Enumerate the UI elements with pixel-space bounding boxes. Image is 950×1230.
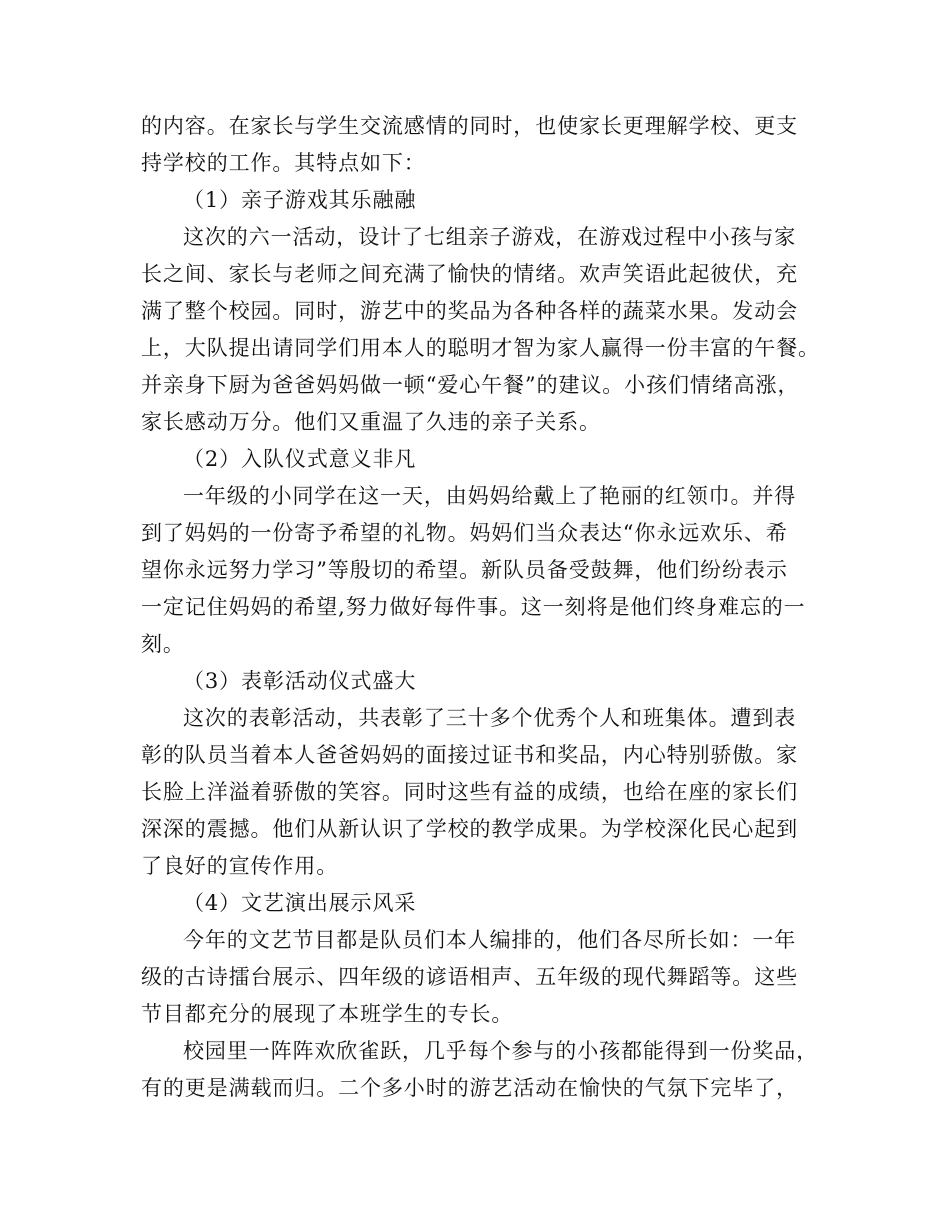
section-heading: （2）入队仪式意义非凡	[183, 447, 417, 471]
paragraph-line: 家长感动万分。他们又重温了久违的亲子关系。	[141, 410, 601, 434]
paragraph-line: 一年级的小同学在这一天，由妈妈给戴上了艳丽的红领巾。并得	[183, 484, 797, 508]
paragraph-line: 有的更是满载而归。二个多小时的游艺活动在愉快的气氛下完毕了，	[141, 1076, 798, 1100]
paragraph-line: 一定记住妈妈的希望,努力做好每件事。这一刻将是他们终身难忘的一	[141, 595, 806, 619]
paragraph-line: 的内容。在家长与学生交流感情的同时，也使家长更理解学校、更支	[141, 114, 798, 138]
paragraph-line: 这次的表彰活动，共表彰了三十多个优秀个人和班集体。遭到表	[183, 706, 797, 730]
paragraph-line: 并亲身下厨为爸爸妈妈做一顿“爱心午餐”的建议。小孩们情绪高涨，	[141, 373, 800, 397]
paragraph-line: 级的古诗擂台展示、四年级的谚语相声、五年级的现代舞蹈等。这些	[141, 965, 798, 989]
paragraph-line: 长之间、家长与老师之间充满了愉快的情绪。欢声笑语此起彼伏，充	[141, 262, 798, 286]
paragraph-line: 深深的震撼。他们从新认识了学校的教学成果。为学校深化民心起到	[141, 817, 798, 841]
paragraph-line: 到了妈妈的一份寄予希望的礼物。妈妈们当众表达“你永远欢乐、希	[141, 521, 788, 545]
paragraph-line: 校园里一阵阵欢欣雀跃，几乎每个参与的小孩都能得到一份奖品，	[183, 1039, 819, 1063]
paragraph-line: 刻。	[141, 632, 185, 656]
paragraph-line: 长脸上洋溢着骄傲的笑容。同时这些有益的成绩，也给在座的家长们	[141, 780, 798, 804]
section-heading: （3）表彰活动仪式盛大	[183, 669, 417, 693]
paragraph-line: 彰的队员当着本人爸爸妈妈的面接过证书和奖品，内心特别骄傲。家	[141, 743, 798, 767]
paragraph-line: 今年的文艺节目都是队员们本人编排的，他们各尽所长如：一年	[183, 928, 797, 952]
paragraph-line: 持学校的工作。其特点如下：	[141, 151, 426, 175]
section-heading: （1）亲子游戏其乐融融	[183, 188, 417, 212]
paragraph-line: 节目都充分的展现了本班学生的专长。	[141, 1002, 514, 1026]
section-heading: （4）文艺演出展示风采	[183, 891, 417, 915]
paragraph-line: 这次的六一活动，设计了七组亲子游戏，在游戏过程中小孩与家	[183, 225, 797, 249]
paragraph-line: 了良好的宣传作用。	[141, 854, 339, 878]
paragraph-line: 上，大队提出请同学们用本人的聪明才智为家人赢得一份丰富的午餐。	[141, 336, 820, 360]
paragraph-line: 满了整个校园。同时，游艺中的奖品为各种各样的蔬菜水果。发动会	[141, 299, 798, 323]
paragraph-line: 望你永远努力学习”等殷切的希望。新队员备受鼓舞，他们纷纷表示	[141, 558, 788, 582]
